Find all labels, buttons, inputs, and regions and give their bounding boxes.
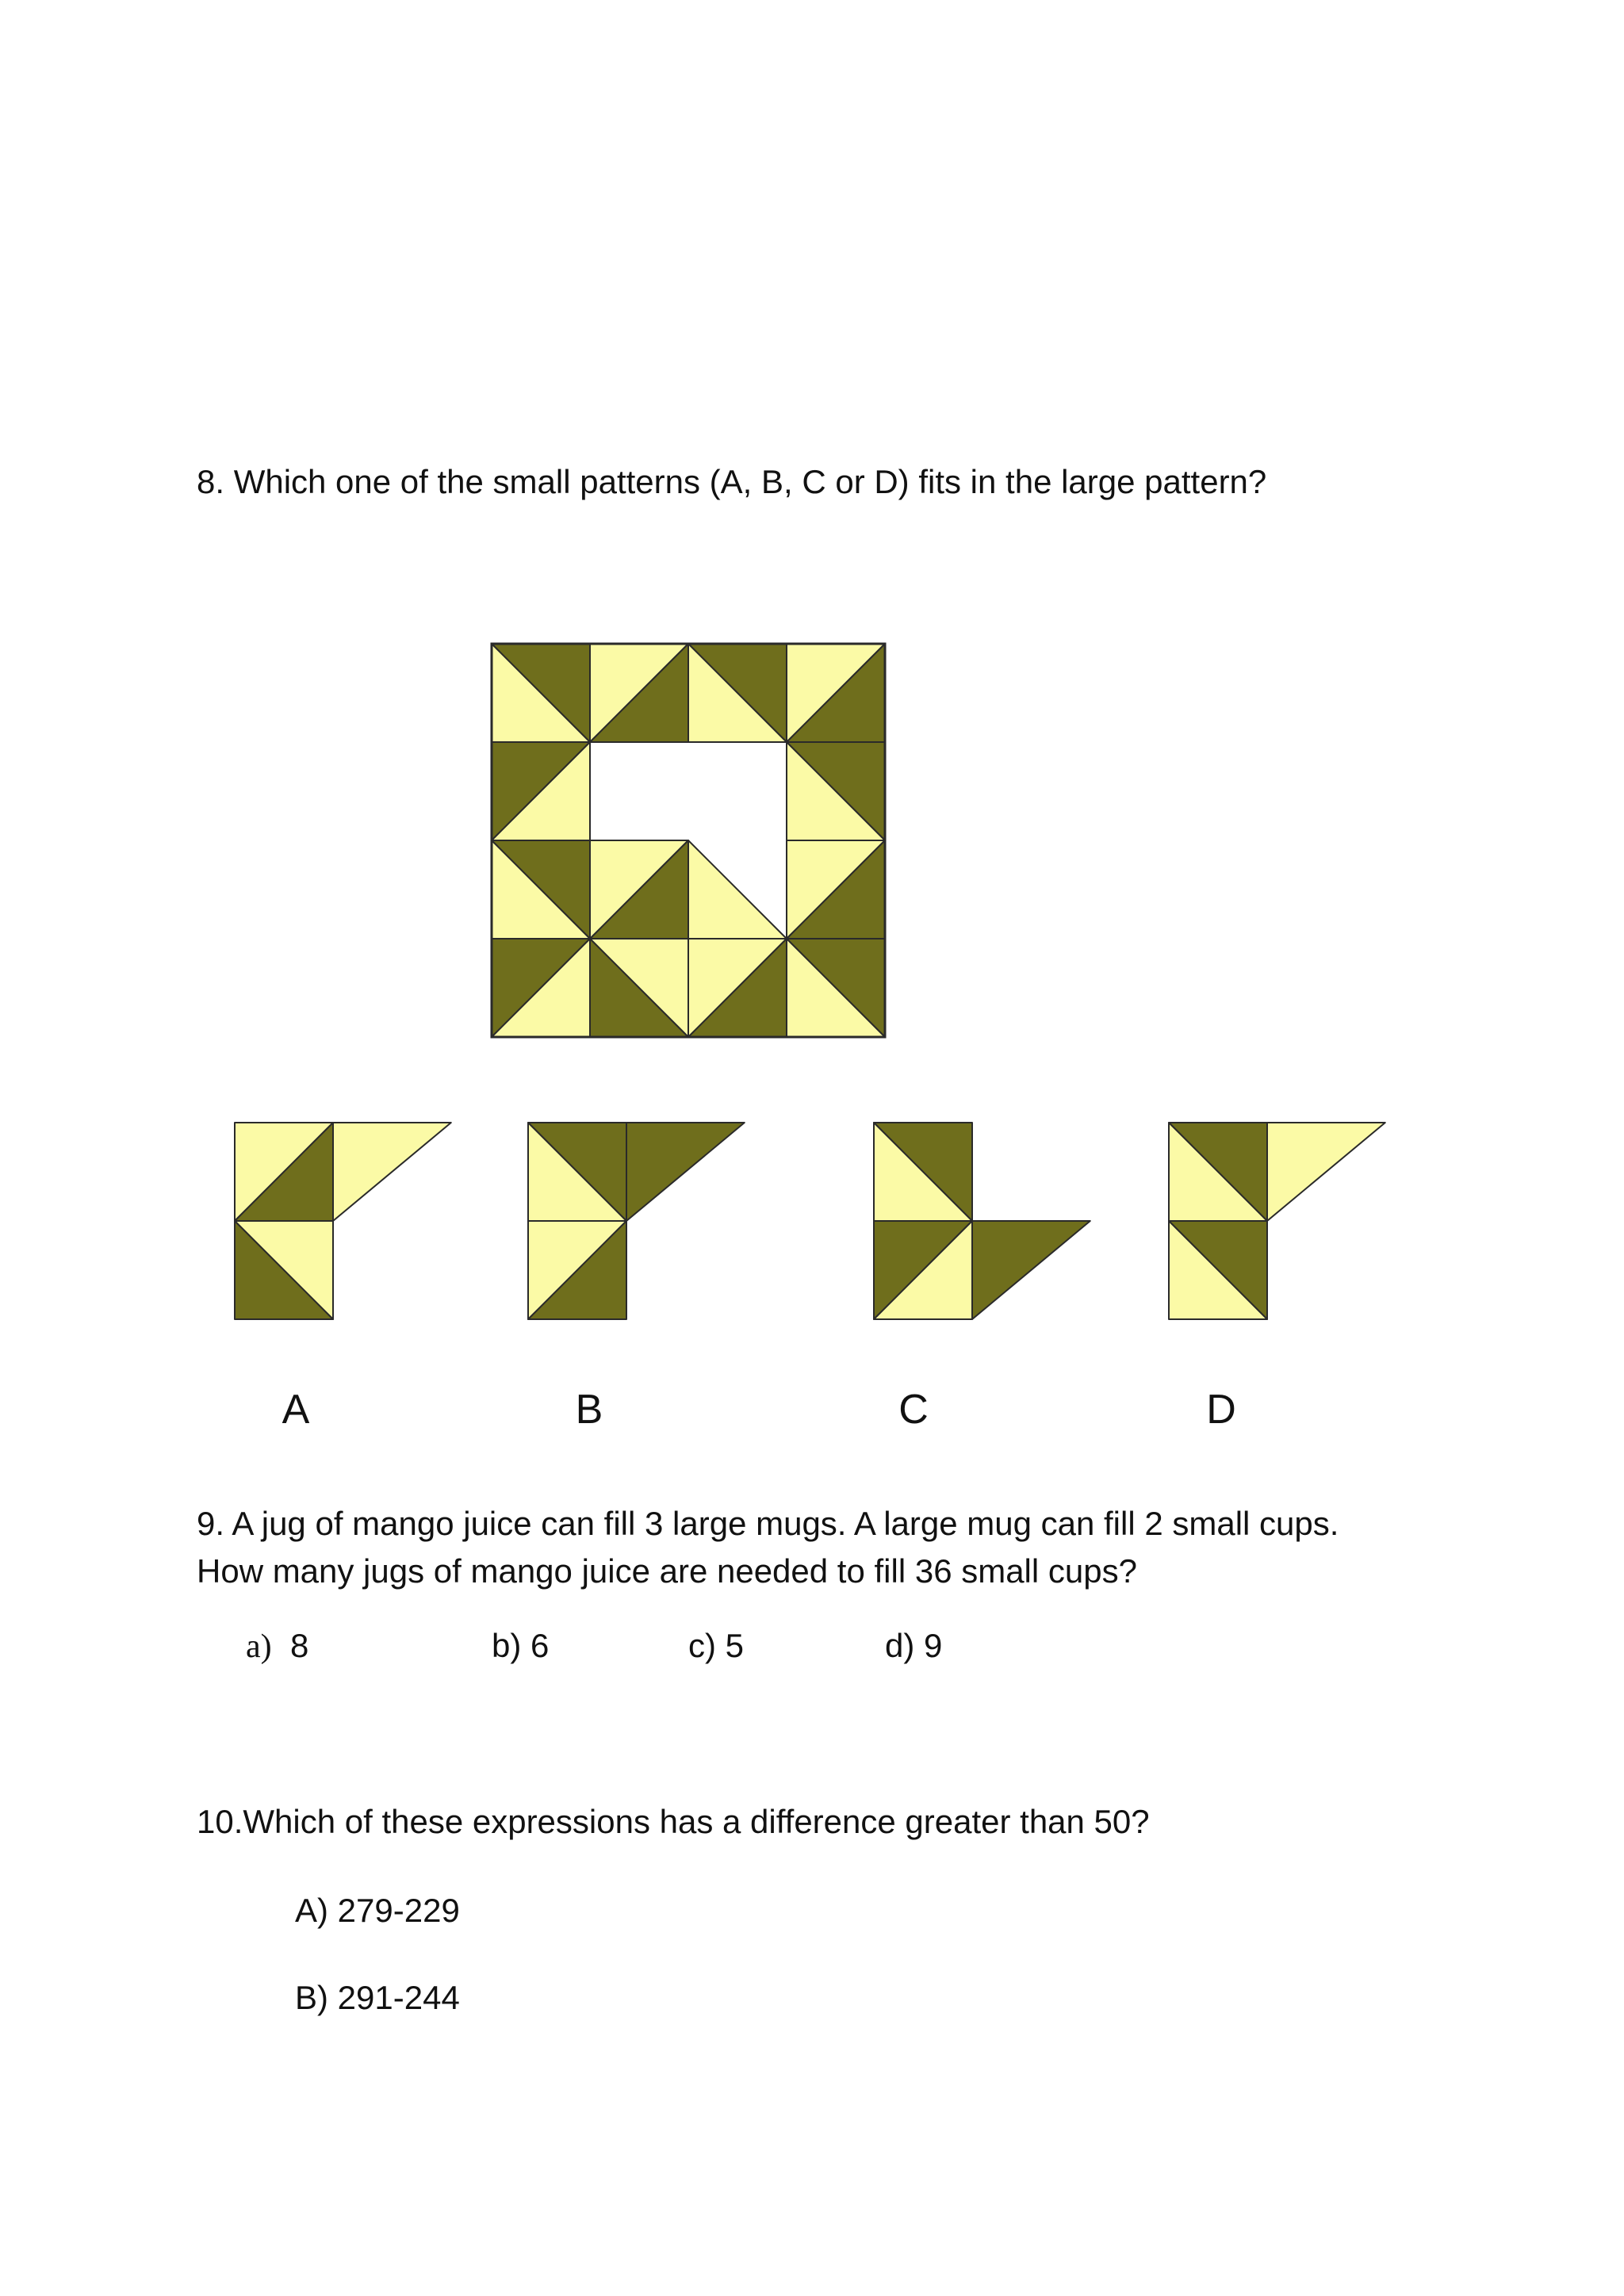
question-9-line-1: 9. A jug of mango juice can fill 3 large mugs. A large mug can fill 2 small cups. (197, 1505, 1339, 1542)
q9-option-a-letter: a) (246, 1628, 272, 1665)
question-8-text: 8. Which one of the small patterns (A, B, C or D) fits in the large pattern? (197, 463, 1267, 500)
q9-option-a-value: 8 (289, 1627, 309, 1664)
option-b-label[interactable]: B (575, 1387, 603, 1433)
q9-option-d[interactable]: d) 9 (885, 1627, 943, 1664)
option-a-pattern-wedge (333, 1123, 451, 1221)
option-d-label[interactable]: D (1206, 1387, 1236, 1433)
question-10-text: 10.Which of these expressions has a difference greater than 50? (197, 1803, 1150, 1840)
q9-option-a[interactable] (246, 1622, 308, 1670)
option-b-pattern-wedge (626, 1123, 745, 1221)
option-a-label[interactable]: A (282, 1387, 310, 1433)
q10-option-a[interactable]: A) 279-229 (295, 1892, 460, 1929)
option-c-label[interactable]: C (898, 1387, 929, 1433)
option-d-pattern-wedge (1267, 1123, 1385, 1221)
q9-option-c[interactable]: c) 5 (688, 1627, 745, 1664)
option-c-pattern-wedge (972, 1221, 1090, 1319)
q9-option-b[interactable]: b) 6 (492, 1627, 550, 1664)
q10-option-b[interactable]: B) 291-244 (295, 1979, 460, 2016)
question-9-line-2: How many jugs of mango juice are needed to fill 36 small cups? (197, 1552, 1137, 1590)
